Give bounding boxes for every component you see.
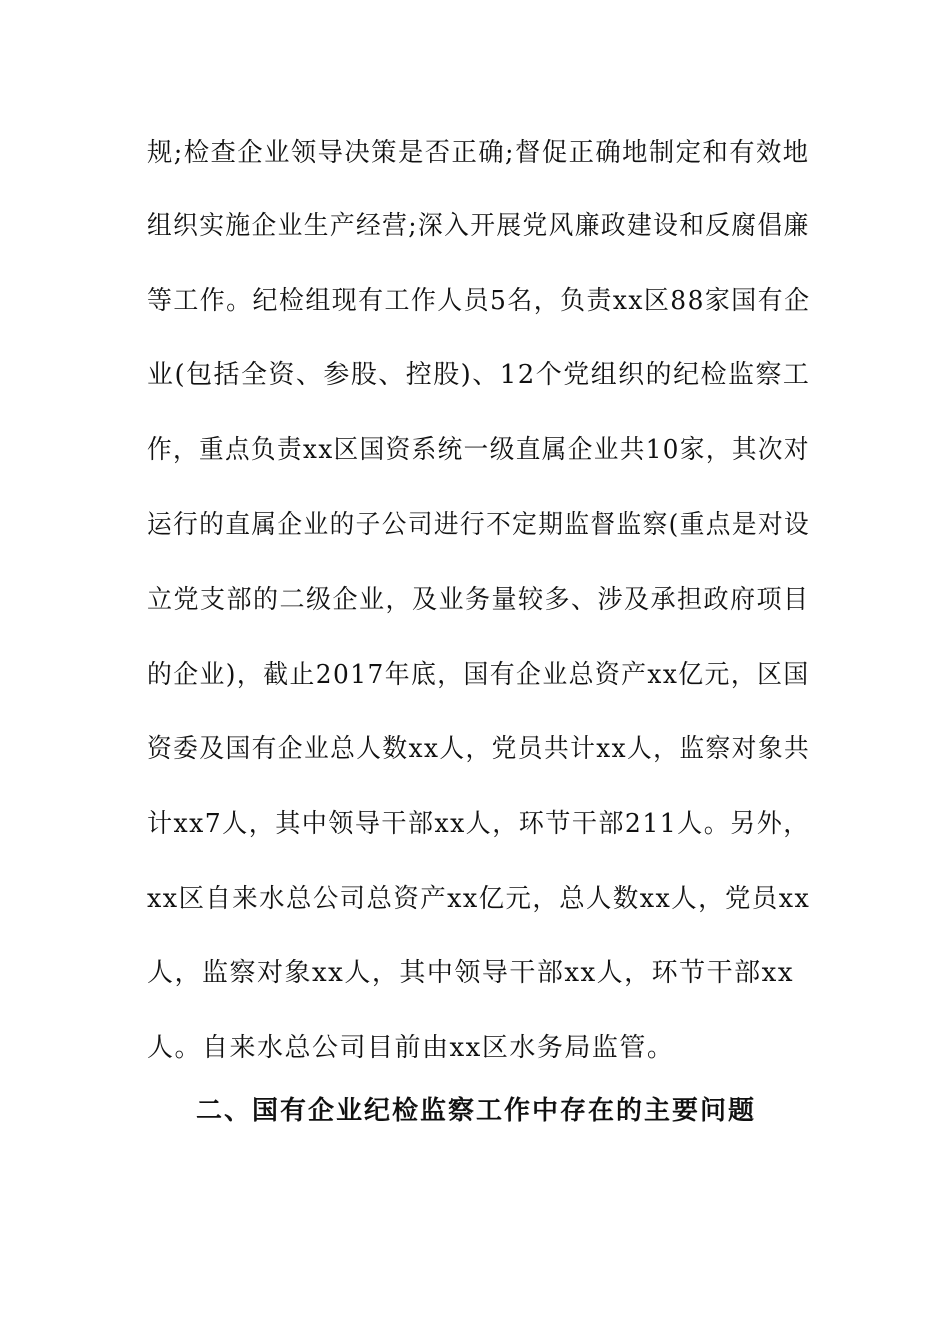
paragraph-line-7: 立党支部的二级企业，及业务量较多、涉及承担政府项目 [147, 585, 810, 615]
section-heading: 二、国有企业纪检监察工作中存在的主要问题 [196, 1096, 757, 1126]
paragraph-line-11: xx区自来水总公司总资产xx亿元，总人数xx人，党员xx [147, 884, 811, 914]
paragraph-line-12: 人，监察对象xx人，其中领导干部xx人，环节干部xx [147, 958, 794, 988]
paragraph-line-1: 规;检查企业领导决策是否正确;督促正确地制定和有效地 [147, 138, 810, 168]
paragraph-line-8: 的企业)，截止2017年底，国有企业总资产xx亿元，区国 [147, 660, 810, 690]
paragraph-line-5: 作，重点负责xx区国资系统一级直属企业共10家，其次对 [147, 435, 810, 465]
paragraph-line-6: 运行的直属企业的子公司进行不定期监督监察(重点是对设 [147, 510, 811, 540]
paragraph-line-2: 组织实施企业生产经营;深入开展党风廉政建设和反腐倡廉 [147, 211, 810, 241]
paragraph-line-3: 等工作。纪检组现有工作人员5名，负责xx区88家国有企 [147, 286, 811, 316]
paragraph-line-10: 计xx7人，其中领导干部xx人，环节干部211人。另外， [147, 809, 810, 839]
paragraph-line-9: 资委及国有企业总人数xx人，党员共计xx人，监察对象共 [147, 734, 811, 764]
paragraph-line-4: 业(包括全资、参股、控股)、12个党组织的纪检监察工 [147, 360, 811, 390]
paragraph-line-13: 人。自来水总公司目前由xx区水务局监管。 [147, 1033, 675, 1063]
